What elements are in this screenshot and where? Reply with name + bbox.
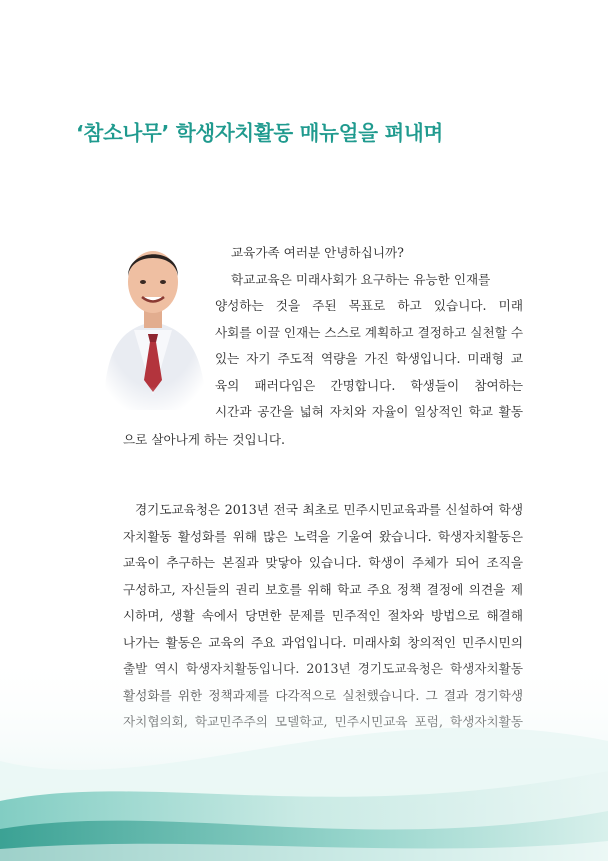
text-line: 구성하고, 자신들의 권리 보호를 위해 학교 주요 정책 결정에 의견을 제	[123, 581, 523, 597]
text-line: 있는 자기 주도적 역량을 가진 학생입니다. 미래형 교	[215, 351, 523, 366]
decorative-waves	[0, 651, 608, 861]
text-line: 경기도교육청은 2013년 전국 최초로 민주시민교육과를 신설하여 학생	[135, 502, 523, 517]
portrait-photo	[96, 230, 211, 410]
page-title: ‘참소나무’ 학생자치활동 매뉴얼을 펴내며	[76, 121, 444, 145]
text-line: 교육가족 여러분 안녕하십니까?	[231, 245, 404, 260]
text-line: 육의 패러다임은 간명합니다. 학생들이 참여하는	[215, 377, 523, 393]
text-line: 학교교육은 미래사회가 요구하는 유능한 인재를	[231, 271, 491, 287]
text-line: 자치활동 활성화를 위해 많은 노력을 기울여 왔습니다. 학생자치활동은	[123, 528, 523, 544]
text-line: 양성하는 것을 주된 목표로 하고 있습니다. 미래	[215, 298, 523, 313]
text-line: 시간과 공간을 넓혀 자치와 자율이 일상적인 학교 활동	[215, 404, 523, 419]
text-line: 으로 살아나게 하는 것입니다.	[123, 432, 285, 447]
text-line: 사회를 이끌 인재는 스스로 계획하고 결정하고 실천할 수	[215, 324, 523, 340]
text-line: 교육이 추구하는 본질과 맞닿아 있습니다. 학생이 주체가 되어 조직을	[123, 555, 523, 570]
intro-paragraph	[215, 240, 523, 426]
text-line: 시하며, 생활 속에서 당면한 문제를 민주적인 절차와 방법으로 해결해	[123, 608, 523, 623]
text-line: 나가는 활동은 교육의 주요 과업입니다. 미래사회 창의적인 민주시민의	[123, 634, 523, 650]
